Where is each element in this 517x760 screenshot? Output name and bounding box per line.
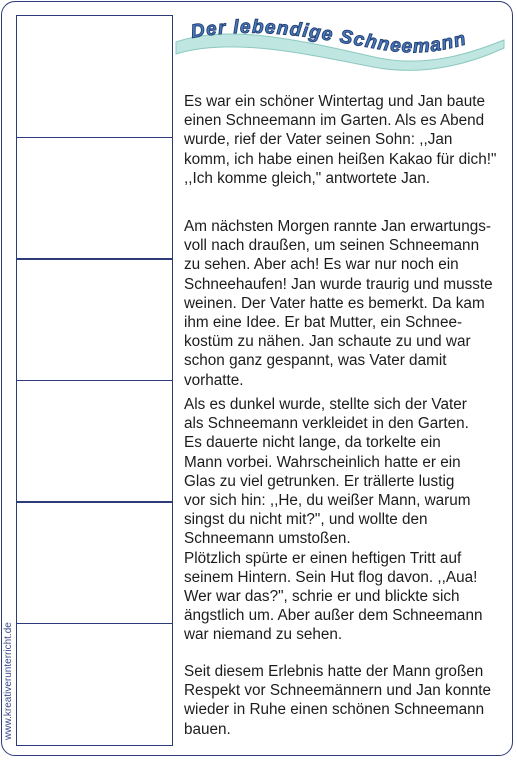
drawing-panels — [16, 15, 173, 746]
story-title: Der lebendige Schneemann — [189, 16, 469, 58]
drawing-panel-5 — [16, 501, 173, 624]
drawing-panel-1 — [16, 15, 173, 138]
drawing-panel-4 — [16, 380, 173, 503]
drawing-panel-2 — [16, 137, 173, 260]
story-paragraph-4: Seit diesem Erlebnis hatte der Mann großen Respekt vor Schneemännern und Jan konnte wieder in Ruhe einen schönen Schneemann bauen. — [184, 663, 491, 738]
drawing-panel-6 — [16, 623, 173, 746]
story-paragraph-1: Es war ein schöner Wintertag und Jan baute einen Schneemann im Garten. Als es Abend wurde, rief der Vater seinen Sohn: ,,Jan komm, ich habe einen heißen Kakao für dich!" ,,Ich komme gleich," antwortete Jan. — [184, 93, 497, 187]
website-credit: www.kreativerunterricht.de — [3, 622, 14, 740]
drawing-panel-3 — [16, 258, 173, 381]
story-paragraph-2: Am nächsten Morgen rannte Jan erwartungs- voll nach draußen, um seinen Schneemann zu sehen. Aber ach! Es war nur noch ein Schneehaufen! Jan wurde traurig und musste weinen. Der Vater hatte es bemerkt. Da kam ihm eine Idee. Er bat Mutter, ein Schnee- kostüm zu nähen. Jan schaute zu und war schon ganz gespannt, was Vater damit vorhatte. — [184, 218, 493, 389]
title-banner — [174, 14, 506, 74]
story-paragraph-3: Als es dunkel wurde, stellte sich der Vater als Schneemann verkleidet in den Garten. Es dauerte nicht lange, da torkelte ein Mann vorbei. Wahrscheinlich hatte er ein Glas zu viel getrunken. Er trällerte lustig vor sich hin: ,,He, du weißer Mann, warum singst du nicht mit?", und wollte den Schneemann umstoßen. Plötzlich spürte er einen heftigen Tritt auf seinem Hintern. Sein Hut flog davon. ,,Aua! Wer war das?", schrie er und blickte sich ängstlich um. Aber außer dem Schneemann war niemand zu sehen. — [184, 396, 483, 644]
